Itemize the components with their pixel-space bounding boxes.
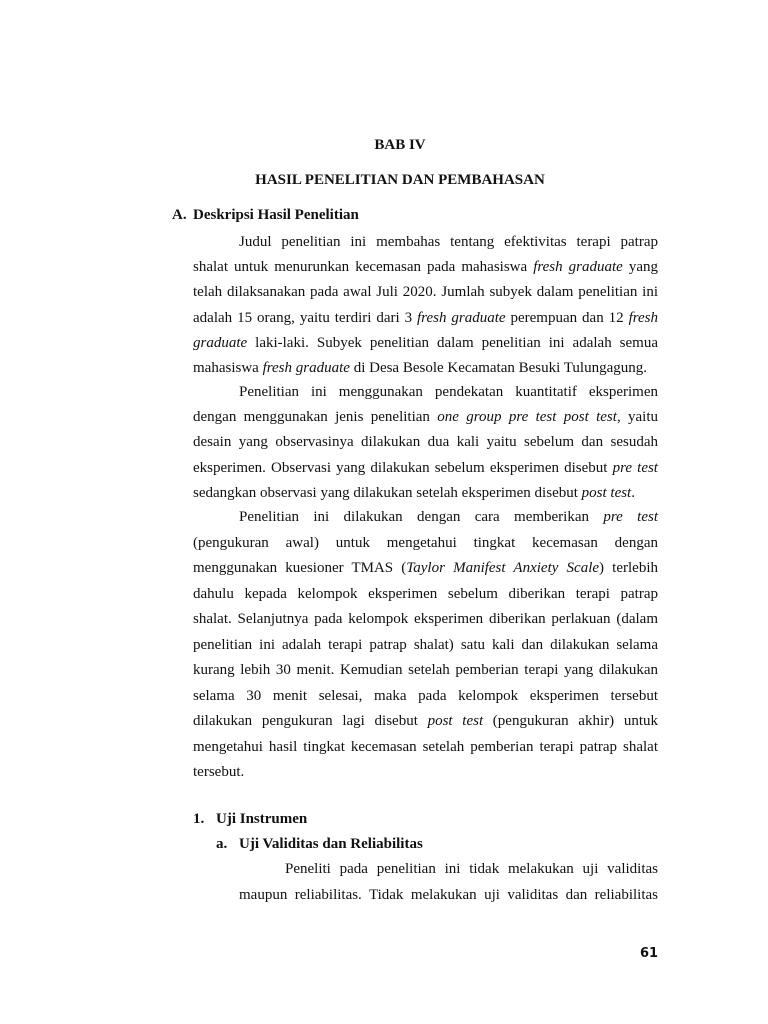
paragraph-4-line: maupun reliabilitas. Tidak melakukan uji validitas dan reliabilitas: [239, 887, 658, 903]
paragraph-3-line: tersebut.: [193, 764, 245, 780]
paragraph-2-line: Penelitian ini menggunakan pendekatan kuantitatif eksperimen: [239, 384, 658, 400]
text-run: laki-laki. Subyek penelitian dalam penelitian ini adalah semua: [247, 334, 658, 351]
italic-term: post test: [427, 713, 484, 729]
chapter-title: HASIL PENELITIAN DAN PEMBAHASAN: [255, 172, 545, 188]
text-run: , yaitu: [616, 409, 659, 426]
paragraph-1-line: [193, 334, 658, 352]
paragraph-3-line: kurang lebih 30 menit. Kemudian setelah pemberian terapi yang dilakukan: [193, 662, 658, 678]
text-run: sedangkan observasi yang dilakukan setelah eksperimen disebut: [193, 484, 582, 501]
italic-term: one group pre test post test: [437, 409, 617, 426]
text-run: mahasiswa: [193, 360, 263, 376]
paragraph-1-line: Judul penelitian ini membahas tentang efektivitas terapi patrap: [239, 234, 658, 250]
paragraph-3-line: penelitian ini adalah terapi patrap shalat) satu kali dan dilakukan selama: [193, 636, 658, 653]
italic-term: post test: [581, 484, 632, 501]
italic-term: fresh graduate: [417, 309, 506, 326]
subsection-a-heading: Uji Validitas dan Reliabilitas: [239, 836, 423, 852]
section-a-heading: Deskripsi Hasil Penelitian: [193, 207, 359, 223]
paragraph-3-line: [193, 559, 658, 577]
paragraph-2-line: [193, 484, 658, 502]
paragraph-1-line: [193, 309, 658, 327]
italic-term: fresh graduate: [262, 360, 350, 376]
paragraph-3-line: selama 30 menit selesai, maka pada kelompok eksperimen tersebut: [193, 687, 658, 704]
paragraph-1-line: [193, 359, 658, 377]
subsection-a-marker: a.: [216, 836, 228, 852]
text-run: Penelitian ini dilakukan dengan cara memberikan: [239, 509, 604, 525]
italic-term: fresh graduate: [533, 259, 623, 276]
chapter-label: BAB IV: [374, 137, 426, 153]
italic-term: pre test: [603, 509, 658, 525]
text-run: perempuan dan 12: [505, 309, 629, 326]
section-a-marker: A.: [172, 207, 187, 223]
italic-term: graduate: [193, 334, 248, 351]
paragraph-1-line: telah dilaksanakan pada awal Juli 2020. Jumlah subyek dalam penelitian ini: [193, 284, 658, 301]
italic-term: Taylor Manifest Anxiety Scale: [406, 560, 600, 576]
text-run: shalat untuk menurunkan kecemasan pada mahasiswa: [193, 259, 534, 276]
text-run: dengan menggunakan jenis penelitian: [193, 409, 438, 426]
text-run: di Desa Besole Kecamatan Besuki Tulungagung.: [349, 360, 647, 376]
paragraph-3-line: [239, 508, 658, 526]
paragraph-2-line: [193, 408, 658, 426]
page-number: 61: [640, 946, 659, 961]
text-run: yang: [622, 259, 659, 276]
paragraph-3-line: [193, 712, 658, 730]
paragraph-3-line: dahulu kepada kelompok eksperimen sebelum diberikan terapi patrap: [193, 585, 658, 602]
paragraph-3-line: (pengukuran awal) untuk mengetahui tingkat kecemasan dengan: [193, 534, 658, 551]
subsection-1-marker: 1.: [193, 811, 205, 827]
paragraph-2-line: desain yang observasinya dilakukan dua kali yaitu sebelum dan sesudah: [193, 434, 658, 451]
text-run: .: [631, 484, 635, 501]
paragraph-3-line: mengetahui hasil tingkat kecemasan setelah pemberian terapi patrap shalat: [193, 738, 658, 755]
italic-term: pre test: [612, 459, 658, 476]
text-run: menggunakan kuesioner TMAS (: [193, 560, 407, 576]
text-run: dilakukan pengukuran lagi disebut: [193, 713, 428, 729]
text-run: eksperimen. Observasi yang dilakukan sebelum eksperimen disebut: [193, 459, 613, 476]
paragraph-2-line: [193, 459, 658, 477]
italic-term: fresh: [628, 309, 659, 326]
paragraph-3-line: shalat. Selanjutnya pada kelompok eksperimen diberikan perlakuan (dalam: [193, 611, 658, 627]
subsection-1-heading: Uji Instrumen: [216, 811, 308, 827]
text-run: ) terlebih: [599, 560, 659, 576]
paragraph-1-line: [193, 258, 658, 276]
text-run: adalah 15 orang, yaitu terdiri dari 3: [193, 309, 417, 326]
text-run: (pengukuran akhir) untuk: [483, 713, 658, 729]
paragraph-4-line: Peneliti pada penelitian ini tidak melakukan uji validitas: [285, 861, 658, 877]
